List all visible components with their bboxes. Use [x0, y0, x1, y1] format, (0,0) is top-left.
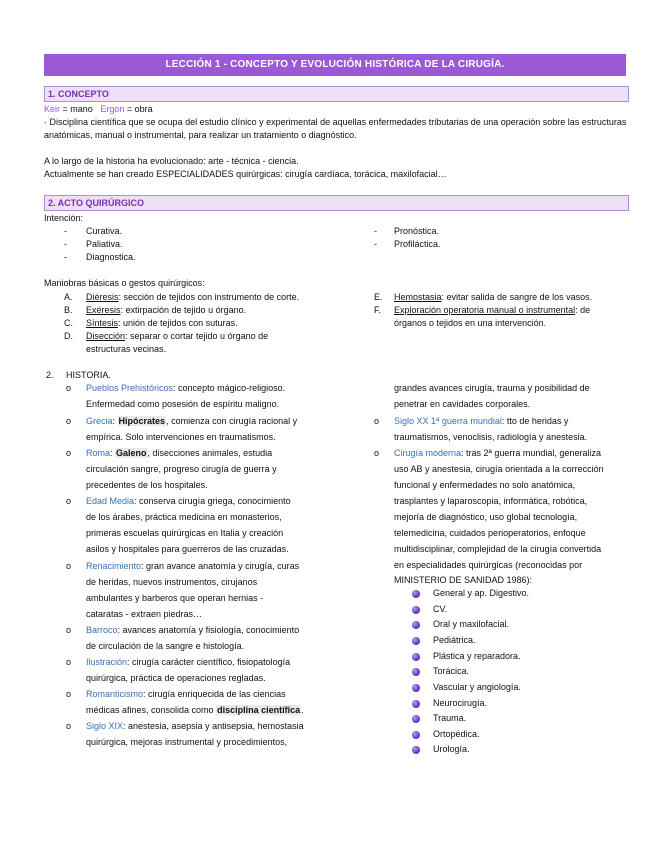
bullet-marker: o: [66, 383, 72, 393]
history-text: en especialidades quirúrgicas (reconocidas por: [394, 560, 583, 570]
history-label: Pueblos Prehistóricos: [86, 383, 174, 393]
specialty-item: CV.: [433, 604, 448, 614]
history-text: de los árabes, práctica medicina en monasterios,: [86, 512, 282, 522]
history-text: .: [301, 705, 304, 715]
maniobra-item: [394, 304, 590, 317]
history-item-romanticismo: [86, 688, 286, 701]
specialty-item: General y ap. Digestivo.: [433, 588, 530, 598]
bullet-marker: o: [374, 416, 380, 426]
maniobra-item: [86, 317, 238, 330]
maniobra-item: [86, 330, 268, 343]
maniobra-continuation: órganos o tejidos en una intervención.: [394, 318, 547, 328]
history-text: empírica. Solo intervenciones en traumatismos.: [86, 432, 276, 442]
history-text: funcional y enfermedades no solo anatómica,: [394, 480, 576, 490]
history-label: Renacimiento: [86, 561, 142, 571]
history-text: quirúrgica, mejoras instrumental y procedimientos,: [86, 737, 288, 747]
history-label: Edad Media: [86, 496, 135, 506]
dash-marker: -: [64, 239, 67, 249]
bullet-marker: o: [66, 496, 72, 506]
history-item-siglo-xx: [394, 415, 568, 428]
history-text: penetrar en cavidades corporales.: [394, 399, 531, 409]
dash-marker: -: [374, 239, 377, 249]
keir-term: Keir: [44, 104, 61, 114]
page-title: LECCIÓN 1 - CONCEPTO Y EVOLUCIÓN HISTÓRICA DE LA CIRUGÍA.: [44, 54, 626, 76]
maniobra-letter: F.: [374, 305, 382, 315]
bullet-marker: o: [66, 448, 72, 458]
highlight-hipocrates: Hipócrates: [118, 416, 166, 426]
intention-item: Profiláctica.: [394, 239, 441, 249]
history-text: telemedicina, cuidados perioperatorios, enfoque: [394, 528, 586, 538]
history-item-edad-media: [86, 495, 291, 508]
maniobra-desc: : de: [575, 305, 591, 315]
history-text: uso AB y anestesia, cirugía orientada a la corrección: [394, 464, 604, 474]
specialty-item: Urología.: [433, 744, 470, 754]
globe-bullet-icon: [412, 590, 420, 598]
maniobra-term: Exploración operatoria manual o instrumental: [394, 305, 576, 315]
section-heading-concepto: 1. CONCEPTO: [44, 86, 629, 102]
specialty-item: Torácica.: [433, 666, 470, 676]
keir-meaning: = mano: [62, 104, 93, 114]
history-text: MINISTERIO DE SANIDAD 1986):: [394, 575, 533, 585]
maniobra-term: Síntesis: [86, 318, 119, 328]
maniobra-desc: : separar o cortar tejido u órgano de: [125, 331, 269, 341]
history-text: Enfermedad como posesión de espíritu maligno.: [86, 399, 280, 409]
specialty-item: Neurocirugía.: [433, 698, 488, 708]
globe-bullet-icon: [412, 637, 420, 645]
history-item-roma: [86, 447, 272, 460]
history-item-prehistoricos: [86, 382, 285, 395]
history-text: : cirugía carácter científico, fisiopatología: [127, 657, 291, 667]
maniobra-term: Diéresis: [86, 292, 119, 302]
history-label: Ilustración: [86, 657, 128, 667]
section-heading-acto: 2. ACTO QUIRÚRGICO: [44, 195, 629, 211]
history-text: :: [110, 448, 116, 458]
history-text: : avances anatomía y fisiología, conocimiento: [117, 625, 300, 635]
dash-marker: -: [64, 226, 67, 236]
maniobra-continuation: estructuras vecinas.: [86, 344, 167, 354]
history-item-barroco: [86, 624, 299, 637]
maniobra-item: [86, 304, 246, 317]
definition-text: · Disciplina científica que se ocupa del estudio clínico y experimental de aquellas enfermedades tributarias de una operación sobre las estructuras anatómicas, manual o instrumental, para realizar un tratamiento o diagnóstico.: [44, 117, 627, 140]
maniobra-letter: C.: [64, 318, 73, 328]
globe-bullet-icon: [412, 668, 420, 676]
history-text: primeras escuelas quirúrgicas en Italia y creación: [86, 528, 284, 538]
history-text: : cirugía enriquecida de las ciencias: [143, 689, 286, 699]
history-text: asilos y hospitales para guerreros de las cruzadas.: [86, 544, 289, 554]
history-text: circulación sangre, progreso cirugía de guerra y: [86, 464, 277, 474]
maniobra-letter: B.: [64, 305, 73, 315]
bullet-marker: o: [374, 448, 380, 458]
maniobra-letter: A.: [64, 292, 73, 302]
specialty-item: Pediátrica.: [433, 635, 476, 645]
history-item-siglo-xix: [86, 720, 304, 733]
maniobras-label: Maniobras básicas o gestos quirúrgicos:: [44, 278, 205, 288]
history-text: , disecciones animales, estudia: [147, 448, 273, 458]
bullet-marker: o: [66, 416, 72, 426]
bullet-marker: o: [66, 657, 72, 667]
intention-label: Intención:: [44, 213, 84, 223]
history-text: : gran avance anatomía y cirugía, curas: [141, 561, 300, 571]
specialty-item: Ortopédica.: [433, 729, 480, 739]
highlight-galeno: Galeno: [116, 448, 147, 458]
history-text: de circulación de la sangre e histología.: [86, 641, 245, 651]
history-text: : anestesia, asepsia y antisepsia, hemostasia: [123, 721, 304, 731]
ergon-term: Ergon: [100, 104, 125, 114]
intention-item: Paliativa.: [86, 239, 123, 249]
specialties-text: Actualmente se han creado ESPECIALIDADES quirúrgicas: cirugía cardíaca, torácica, maxilofacial…: [44, 169, 447, 179]
history-text: : conserva cirugía griega, conocimiento: [134, 496, 291, 506]
globe-bullet-icon: [412, 621, 420, 629]
specialty-item: Trauma.: [433, 713, 467, 723]
history-item-grecia: [86, 415, 297, 428]
history-heading: HISTORIA.: [66, 370, 111, 380]
history-item-cirugia-moderna: [394, 447, 601, 460]
history-label: Siglo XX 1ª guerra mundial: [394, 416, 502, 426]
bullet-marker: o: [66, 561, 72, 571]
history-text: de heridas, nuevos instrumentos, cirujanos: [86, 577, 258, 587]
history-text: [86, 704, 304, 717]
dash-marker: -: [64, 252, 67, 262]
globe-bullet-icon: [412, 700, 420, 708]
history-text: : tras 2ª guerra mundial, generaliza: [461, 448, 601, 458]
maniobra-desc: : sección de tejidos con instrumento de corte.: [118, 292, 300, 302]
maniobra-term: Exéresis: [86, 305, 121, 315]
history-text: médicas afines, consolida como: [86, 705, 217, 715]
history-text: trasplantes y laparoscopia, informática, robótica,: [394, 496, 588, 506]
bullet-marker: o: [66, 721, 72, 731]
bullet-marker: o: [66, 625, 72, 635]
globe-bullet-icon: [412, 715, 420, 723]
history-label: Roma: [86, 448, 111, 458]
history-number: 2.: [46, 370, 54, 380]
history-label: Romanticismo: [86, 689, 144, 699]
intention-item: Diagnostica.: [86, 252, 136, 262]
maniobra-letter: E.: [374, 292, 383, 302]
highlight-disciplina: disciplina científica: [217, 705, 301, 715]
history-label: Siglo XIX: [86, 721, 124, 731]
history-text: cataratas - extraen piedras…: [86, 609, 203, 619]
globe-bullet-icon: [412, 731, 420, 739]
dash-marker: -: [374, 226, 377, 236]
history-text: traumatismos, venoclisis, radiología y anestesia.: [394, 432, 588, 442]
history-label: Grecia: [86, 416, 113, 426]
history-text: grandes avances cirugía, trauma y posibilidad de: [394, 383, 590, 393]
intention-item: Pronóstica.: [394, 226, 440, 236]
maniobra-term: Disección: [86, 331, 126, 341]
maniobra-item: [86, 291, 299, 304]
globe-bullet-icon: [412, 746, 420, 754]
history-item-ilustracion: [86, 656, 290, 669]
bullet-marker: o: [66, 689, 72, 699]
maniobra-desc: : evitar salida de sangre de los vasos.: [441, 292, 593, 302]
globe-bullet-icon: [412, 653, 420, 661]
maniobra-term: Hemostasia: [394, 292, 442, 302]
history-item-renacimiento: [86, 560, 299, 573]
etymology-line: [44, 103, 153, 116]
history-text: : concepto mágico-religioso.: [173, 383, 286, 393]
ergon-meaning: = obra: [126, 104, 153, 114]
history-text: : tto de heridas y: [501, 416, 569, 426]
history-label: Barroco: [86, 625, 118, 635]
history-text: ambulantes y barberos que operan hernias -: [86, 593, 264, 603]
globe-bullet-icon: [412, 606, 420, 614]
intention-item: Curativa.: [86, 226, 123, 236]
maniobra-desc: : extirpación de tejido u órgano.: [120, 305, 247, 315]
globe-bullet-icon: [412, 684, 420, 692]
history-text: mejoría de diagnóstico, uso global tecnología,: [394, 512, 578, 522]
specialty-item: Oral y maxilofacial.: [433, 619, 510, 629]
maniobra-desc: : unión de tejidos con suturas.: [118, 318, 238, 328]
maniobra-item: [394, 291, 592, 304]
evolution-text: A lo largo de la historia ha evolucionado: arte - técnica - ciencia.: [44, 156, 299, 166]
history-text: :: [112, 416, 118, 426]
history-text: multidisciplinar, complejidad de la cirugía convertida: [394, 544, 602, 554]
history-text: , comienza con cirugía racional y: [166, 416, 298, 426]
history-text: quirúrgica, práctica de operaciones regladas.: [86, 673, 266, 683]
maniobra-letter: D.: [64, 331, 73, 341]
specialty-item: Vascular y angiología.: [433, 682, 521, 692]
specialty-item: Plástica y reparadora.: [433, 651, 521, 661]
history-label: Cirugía moderna: [394, 448, 462, 458]
history-text: precedentes de los hospitales.: [86, 480, 208, 490]
